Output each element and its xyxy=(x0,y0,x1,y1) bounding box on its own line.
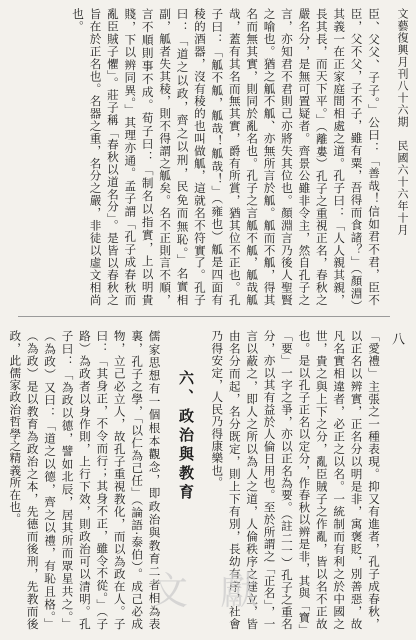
section-divider xyxy=(18,316,390,317)
watermark: 文 獻 xyxy=(150,569,269,613)
bottom-paragraph-2: 儒家思想有一個根本觀念，即政治與教育二者相為表裏，孔子之學，「以仁為己任」（論語·泰伯）。成己必成物，立己必立人，故孔子重視教化，而以為政在人。子曰：「其身正，不令而行；其身不正，雖令不從。」（子路）為政者以身作則，上行下效，則政治可以清明。孔子曰：「為政以德，譬如北辰，居其所而眾星共之。」（為政）又曰：「道之以德，齊之以禮，有恥且格。」（為政）是以教育為政治之本，先德而後刑，先教而後政，此儒家政治哲學之精義所在也。 xyxy=(8,330,162,630)
bottom-paragraph-1: 「愛禮」主張之一種表現。抑又有進者，孔子成春秋，以正名以辨實，正名分以明是非，寓褒貶，別善惡，故凡名實相違者，必正之以名。一統制而有利之於中國之世，貴之與上下之分，亂臣賊子之作亂，皆以名不正故也。是以孔子正名以定分，作春秋以辨是非，其與「寶」「要」一字之爭，亦以正名為要。（註二一）孔子之重名分，亦以其有益於人倫日用也。至於所謂之「正名」，一言以蔽之，即人之所以為人之道，人倫秩序之建立，皆由名分而起，名分既定，則上下有別，長幼有序，社會乃得安定，人民乃得康樂也。 xyxy=(210,330,381,630)
section-heading: 六、政治與教育 xyxy=(176,370,195,503)
running-header-title: 文藝復興月刊八十六期 民國六十六年十月 xyxy=(396,8,409,236)
page-number: 八 xyxy=(389,332,404,345)
top-text-column xyxy=(36,8,382,306)
top-paragraph: 臣、父父、子子。」公曰：「善哉！信如君不君，臣不臣，父不父，子不子，雖有粟，吾得而食諸？」（顏淵）其義一在正家庭間相處之道。孔子曰：「人人親其親，長其長，而天下平。」（離婁）孔子之重視正名，春秋之嚴名分，是無可置疑者。齊景公雖非令主，然自孔子之言，亦知君不君則己亦將失其位也。顏淵言乃後人聖賢之喻也。猶之觚不觚、亦無所言於觚。觚而不觚，得其名而無其實，則同於亂名也。孔子之言觚不觚，觚哉觚哉，蓋有其名而無其實，爵有所賞，猶其位不正也。孔子曰：「觚不觚，觚哉！觚哉！」（雍也）觚是四面有稜的酒器，沒有稜的也叫做觚，這就名不符實了。孔子曰：「道之以政，齊之以刑，民免而無恥。」名實相副，觚者失其稜，則不得謂之觚矣。名不正則言不順，言不順則事不成。荀子曰：「制名以指實，上以明貴賤，下以辨同異。」其理亦通。孟子謂「孔子成春秋而亂臣賊子懼」。莊子稱「春秋以道名分」。是皆以春秋之旨在於正名也。名器之重，名分之嚴，非徒以虛文相尚也。 xyxy=(71,8,381,306)
